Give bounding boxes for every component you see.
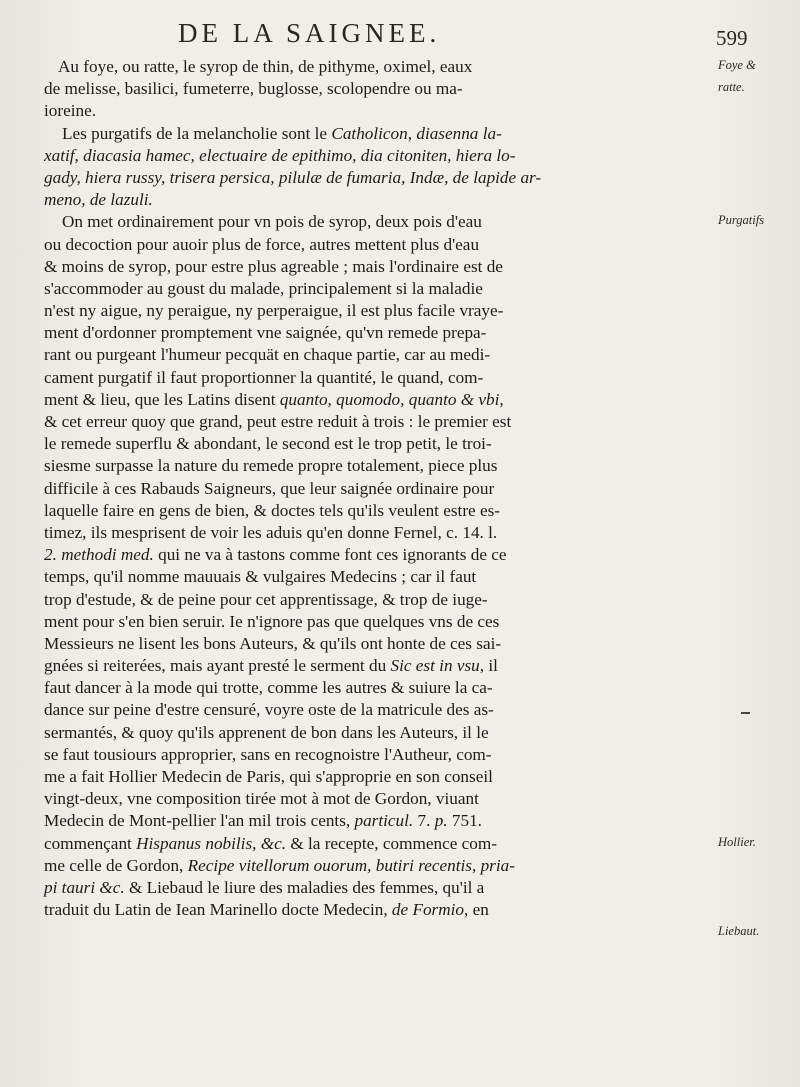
roman-text: & cet erreur quoy que grand, peut estre reduit à trois : le premier est <box>44 412 512 431</box>
italic-text: Sic est in vsu <box>390 656 480 676</box>
italic-text: p. <box>434 811 448 831</box>
roman-text: siesme surpasse la nature du remede propre totalement, piece plus <box>44 456 498 476</box>
text-line <box>44 544 712 566</box>
roman-text: difficile à ces Rabauds Saigneurs, que leur saignée ordinaire pour <box>44 478 495 498</box>
margin-note: ratte. <box>718 80 745 95</box>
roman-text: sermantés, & quoy qu'ils apprenent de bon dans les Auteurs, il le <box>44 722 489 742</box>
text-line <box>44 522 712 544</box>
text-line <box>44 810 712 832</box>
italic-text: quanto, quomodo, quanto & vbi, <box>279 389 504 409</box>
roman-text: , en <box>464 900 489 920</box>
roman-text: ment pour s'en bien seruir. Ie n'ignore pas que quelques vns de ces <box>44 611 500 631</box>
text-line <box>44 566 712 588</box>
roman-text: ment d'ordonner promptement vne saignée, qu'vn remede prepa- <box>44 323 487 343</box>
italic-text: 2. methodi med. <box>44 545 154 565</box>
text-line <box>44 722 712 744</box>
text-line <box>44 899 712 921</box>
running-head: DE LA SAIGNEE. <box>178 18 441 48</box>
text-line <box>44 855 712 877</box>
roman-text: s'accommoder au goust du malade, principalement si la maladie <box>44 278 483 298</box>
text-line <box>44 234 712 256</box>
text-line <box>44 322 712 344</box>
text-line <box>44 500 712 522</box>
text-line <box>44 300 712 322</box>
roman-text: Messieurs ne lisent les bons Auteurs, & qu'ils ont honte de ces sai- <box>44 633 502 653</box>
roman-text: cament purgatif il faut proportionner la quantité, le quand, com- <box>44 367 484 387</box>
roman-text: , <box>407 123 417 143</box>
text-line <box>44 278 712 300</box>
margin-dash <box>741 712 750 714</box>
margin-note: Foye & <box>718 58 756 72</box>
italic-text: Recipe vitellorum ouorum, butiri recentis, pria- <box>187 855 515 875</box>
body-text <box>44 56 712 921</box>
italic-text: Catholicon <box>331 123 408 143</box>
roman-text: timez, ils mesprisent de voir les aduis qu'en donne Fernel, c. 14. l. <box>44 522 498 542</box>
roman-text: 7. <box>413 811 435 831</box>
text-line <box>44 411 712 433</box>
italic-text: de Formio <box>391 900 465 920</box>
roman-text: rant ou purgeant l'humeur pecquät en chaque partie, car au medi- <box>44 345 491 365</box>
margin-note: Purgatifs <box>718 213 765 228</box>
text-line <box>44 699 712 721</box>
roman-text: Les purgatifs de la melancholie sont le <box>62 123 332 143</box>
italic-text: meno, de lazuli. <box>44 190 153 210</box>
roman-text: Medecin de Mont-pellier l'an mil trois cents, <box>44 811 355 831</box>
roman-text: ou decoction pour auoir plus de force, autres mettent plus d'eau <box>44 234 480 254</box>
roman-text: me celle de Gordon, <box>44 855 188 875</box>
text-line <box>44 145 712 167</box>
text-line <box>44 56 712 78</box>
roman-text: 751. <box>447 811 482 831</box>
margin-notes <box>718 56 800 1056</box>
roman-text: & moins de syrop, pour estre plus agreable ; mais l'ordinaire est de <box>44 256 503 276</box>
roman-text: ment & lieu, que les Latins disent <box>44 389 280 409</box>
page-number: 599 <box>716 26 748 50</box>
margin-note: Liebaut. <box>718 923 760 938</box>
text-line <box>44 478 712 500</box>
roman-text: trop d'estude, & de peine pour cet apprentissage, & trop de iuge- <box>44 589 488 609</box>
roman-text: de melisse, basilici, fumeterre, buglosse, scolopendre ou ma- <box>44 79 463 99</box>
text-line <box>44 211 712 233</box>
text-line <box>44 167 712 189</box>
text-line <box>44 589 712 611</box>
text-line <box>44 367 712 389</box>
text-line <box>44 455 712 477</box>
text-line <box>44 833 712 855</box>
roman-text: faut dancer à la mode qui trotte, comme les autres & suiure la ca- <box>44 678 493 698</box>
text-line <box>44 877 712 899</box>
roman-text: le remede superflu & abondant, le second est le trop petit, le troi- <box>44 434 492 454</box>
text-line <box>44 677 712 699</box>
text-line <box>44 78 712 100</box>
text-line <box>44 344 712 366</box>
italic-text: xatif, diacasia hamec, electuaire de epithimo, dia citoniten, hiera lo- <box>44 145 516 165</box>
roman-text: Au foye, ou ratte, le syrop de thin, de pithyme, oximel, eaux <box>58 57 473 76</box>
page-header <box>0 18 800 54</box>
text-line <box>44 788 712 810</box>
text-line <box>44 123 712 145</box>
text-line <box>44 633 712 655</box>
roman-text: se faut tousiours approprier, sans en recognoistre l'Autheur, com- <box>44 744 492 764</box>
italic-text: particul. <box>354 811 414 831</box>
roman-text: vingt-deux, vne composition tirée mot à mot de Gordon, viuant <box>44 789 479 809</box>
roman-text: & Liebaud le liure des maladies des femmes, qu'il a <box>124 877 485 897</box>
text-line <box>44 766 712 788</box>
roman-text: dance sur peine d'estre censuré, voyre oste de la matricule des as- <box>44 700 494 720</box>
roman-text: qui ne va à tastons comme font ces ignorants de ce <box>153 545 507 565</box>
text-line <box>44 189 712 211</box>
italic-text: gady, hiera russy, trisera persica, pilulæ de fumaria, Indæ, de lapide ar- <box>44 167 542 187</box>
text-line <box>44 655 712 677</box>
text-line <box>44 433 712 455</box>
roman-text: commençant <box>44 833 137 853</box>
italic-text: pi tauri &c. <box>44 877 125 897</box>
roman-text: me a fait Hollier Medecin de Paris, qui s'approprie en son conseil <box>44 767 493 786</box>
roman-text: temps, qu'il nomme mauuais & vulgaires Medecins ; car il faut <box>44 567 477 587</box>
roman-text: n'est ny aigue, ny peraigue, ny perperaigue, il est plus facile vraye- <box>44 301 504 321</box>
roman-text: ioreine. <box>44 101 97 121</box>
text-line <box>44 611 712 633</box>
roman-text: traduit du Latin de Iean Marinello docte Medecin, <box>44 900 392 920</box>
roman-text: On met ordinairement pour vn pois de syrop, deux pois d'eau <box>62 212 482 232</box>
text-line <box>44 389 712 411</box>
margin-note: Hollier. <box>718 835 756 849</box>
text-line <box>44 256 712 278</box>
roman-text: & la recepte, commence com- <box>286 833 497 853</box>
italic-text: diasenna la- <box>416 123 502 143</box>
roman-text: , il <box>479 656 498 676</box>
roman-text: gnées si reiterées, mais ayant presté le serment du <box>44 656 391 676</box>
text-line <box>44 100 712 122</box>
italic-text: Hispanus nobilis, &c. <box>136 833 287 853</box>
roman-text: laquelle faire en gens de bien, & doctes tels qu'ils veulent estre es- <box>44 500 501 520</box>
text-line <box>44 744 712 766</box>
